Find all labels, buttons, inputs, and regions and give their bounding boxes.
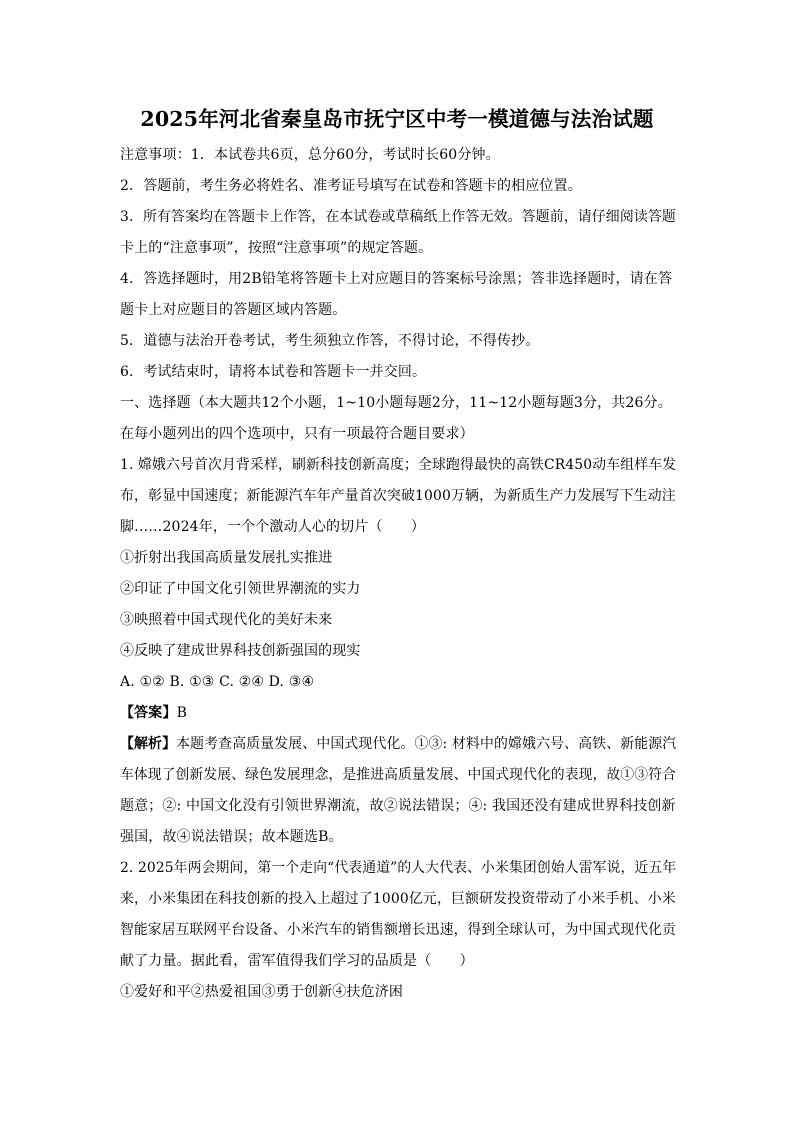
question-2-line-2: 来，小米集团在科技创新的投入上超过了1000亿元，巨额研发投资带动了小米手机、小米 xyxy=(120,891,676,907)
notice-line-4-cont: 题卡上对应题目的答题区域内答题。 xyxy=(120,302,347,318)
analysis-line-3: 题意；②: 中国文化没有引领世界潮流，故②说法错误；④: 我国还没有建成世界科技创新 xyxy=(120,798,676,814)
document-title: 2025年河北省秦皇岛市抚宁区中考一模道德与法治试题 xyxy=(140,107,654,131)
notice-line-1: 注意事项：1．本试卷共6页，总分60分，考试时长60分钟。 xyxy=(120,147,500,163)
analysis-text-1: 本题考查高质量发展、中国式现代化。①③: 材料中的嫦娥六号、高铁、新能源汽 xyxy=(176,736,677,752)
analysis-line-4: 强国，故④说法错误；故本题选B。 xyxy=(120,829,343,845)
question-1-line-2: 布，彰显中国速度；新能源汽车年产量首次突破1000万辆，为新质生产力发展写下生动注 xyxy=(120,488,676,504)
question-2-line-3: 智能家居互联网平台设备、小米汽车的销售额增长迅速，得到全球认可，为中国式现代化贡 xyxy=(120,922,676,938)
notice-line-5: 5．道德与法治开卷考试，考生须独立作答，不得讨论，不得传抄。 xyxy=(120,333,540,349)
question-1-item-2: ②印证了中国文化引领世界潮流的实力 xyxy=(120,581,361,597)
notice-line-2: 2．答题前，考生务必将姓名、准考证号填写在试卷和答题卡的相应位置。 xyxy=(120,178,582,194)
answer-value: B xyxy=(176,705,188,721)
question-1-item-4: ④反映了建成世界科技创新强国的现实 xyxy=(120,643,361,659)
notice-line-6: 6．考试结束时，请将本试卷和答题卡一并交回。 xyxy=(120,364,427,380)
question-2-line-4: 献了力量。据此看，雷军值得我们学习的品质是（ ） xyxy=(120,953,474,969)
analysis-line-1 xyxy=(120,734,676,754)
question-1-item-1: ①折射出我国高质量发展扎实推进 xyxy=(120,550,333,566)
notice-line-3: 3．所有答案均在答题卡上作答，在本试卷或草稿纸上作答无效。答题前，请仔细阅读答题 xyxy=(120,209,676,225)
question-1-line-3: 脚……2024年，一个个激动人心的切片（ ） xyxy=(120,519,426,535)
question-1-line-1: 1. 嫦娥六号首次月背采样，刷新科技创新高度；全球跑得最快的高铁CR450动车组样车发 xyxy=(120,457,677,473)
answer-label: 【答案】 xyxy=(120,705,177,721)
analysis-line-2: 车体现了创新发展、绿色发展理念，是推进高质量发展、中国式现代化的表现，故①③符合 xyxy=(120,767,676,783)
question-2-line-1: 2. 2025年两会期间，第一个走向“代表通道”的人大代表、小米集团创始人雷军说，近五年 xyxy=(120,860,677,876)
question-1-item-3: ③映照着中国式现代化的美好未来 xyxy=(120,612,333,628)
section-heading-cont: 在每小题列出的四个选项中，只有一项最符合题目要求） xyxy=(120,426,474,442)
analysis-label: 【解析】 xyxy=(120,736,177,752)
answer-line xyxy=(120,703,187,723)
question-2-items: ①爱好和平②热爱祖国③勇于创新④扶危济困 xyxy=(120,984,403,1000)
notice-line-4: 4．答选择题时，用2B铅笔将答题卡上对应题目的答案标号涂黑；答非选择题时，请在答 xyxy=(120,271,673,287)
notice-line-3-cont: 卡上的“注意事项”，按照“注意事项”的规定答题。 xyxy=(120,240,433,256)
section-heading: 一、选择题（本大题共12个小题，1~10小题每题2分，11~12小题每题3分，共26分。 xyxy=(120,395,672,411)
question-1-options: A. ①② B. ①③ C. ②④ D. ③④ xyxy=(120,674,315,690)
